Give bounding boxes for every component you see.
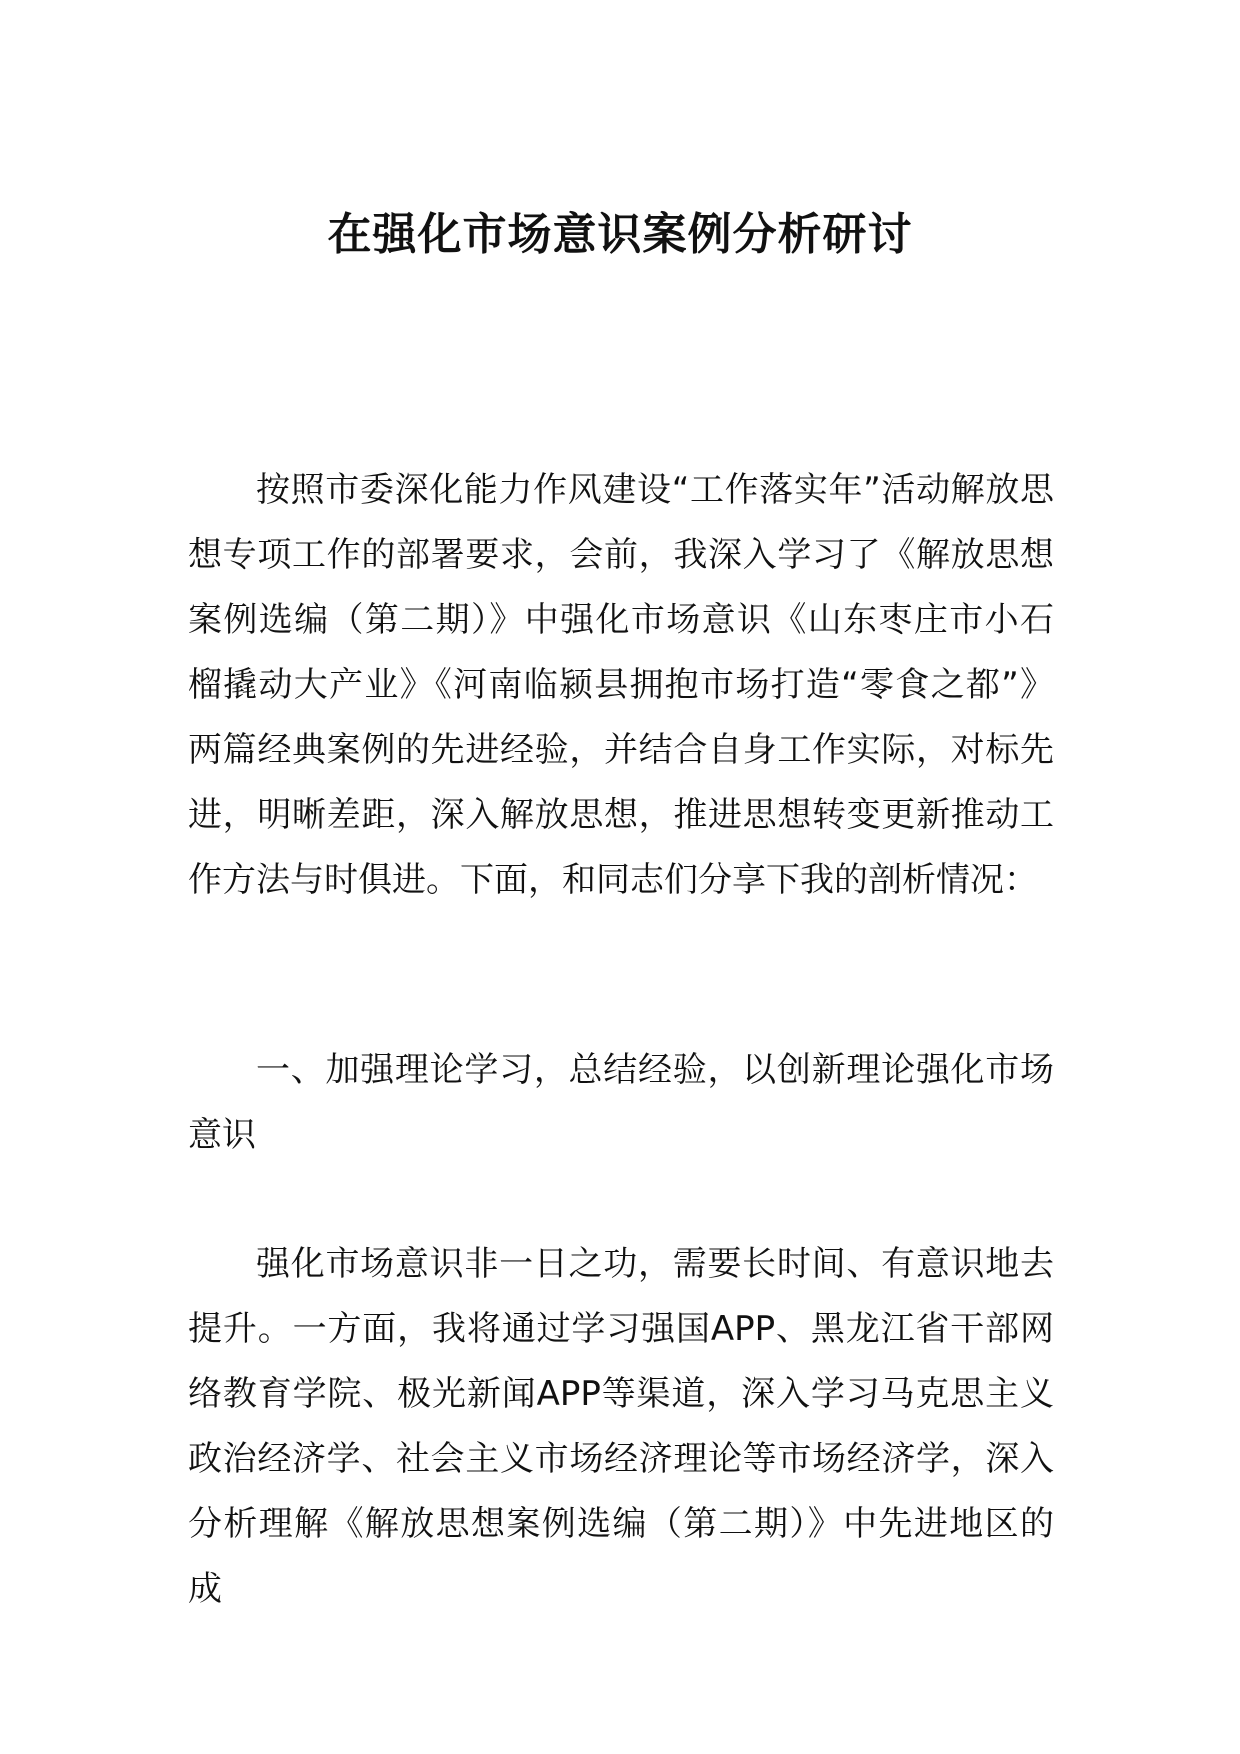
section-heading-1: 一、加强理论学习，总结经验，以创新理论强化市场意识	[188, 1050, 1054, 1155]
body-paragraph: 强化市场意识非一日之功，需要长时间、有意识地去提升。一方面，我将通过学习强国APP、黑龙江省干部网络教育学院、极光新闻APP等渠道，深入学习马克思主义政治经济学、社会主义市场经济理论等市场经济学，深入分析理解《解放思想案例选编（第二期）》中先进地区的成	[188, 1244, 1054, 1609]
document-title: 在强化市场意识案例分析研讨	[327, 209, 913, 260]
intro-paragraph: 按照市委深化能力作风建设“工作落实年”活动解放思想专项工作的部署要求，会前，我深入学习了《解放思想案例选编（第二期）》中强化市场意识《山东枣庄市小石榴撬动大产业》《河南临颍县拥抱市场打造“零食之都”》两篇经典案例的先进经验，并结合自身工作实际，对标先进，明晰差距，深入解放思想，推进思想转变更新推动工作方法与时俱进。下面，和同志们分享下我的剖析情况：	[188, 470, 1054, 900]
